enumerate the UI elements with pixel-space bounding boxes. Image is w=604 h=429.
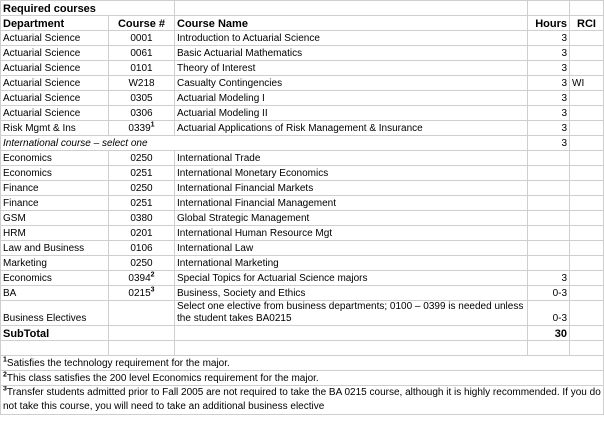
cell-course-name[interactable]: Casualty Contingencies	[175, 76, 528, 91]
cell-department[interactable]: GSM	[1, 211, 109, 226]
footnote-row	[1, 386, 604, 415]
cell-course-name[interactable]: Introduction to Actuarial Science	[175, 31, 528, 46]
footnote-1[interactable]	[1, 356, 604, 371]
cell-department[interactable]: BA	[1, 286, 109, 301]
footnote-text: This class satisfies the 200 level Economics requirement for the major.	[6, 373, 319, 384]
table-row	[1, 241, 604, 256]
cell-hours[interactable]: 3	[528, 31, 570, 46]
footnote-mark: 2	[3, 371, 7, 379]
cell-department[interactable]: Finance	[1, 181, 109, 196]
cell-course-name[interactable]: Global Strategic Management	[175, 211, 528, 226]
cell-hours[interactable]: 3	[528, 271, 570, 286]
cell-course-num[interactable]: 0250	[109, 181, 175, 196]
footnote-row	[1, 371, 604, 386]
cell-course-name[interactable]: Actuarial Applications of Risk Management & Insurance	[175, 121, 528, 136]
table-row	[1, 226, 604, 241]
table-row	[1, 181, 604, 196]
table-row	[1, 31, 604, 46]
header-course-num[interactable]: Course #	[109, 16, 175, 31]
header-row	[1, 16, 604, 31]
cell-course-num[interactable]	[109, 286, 175, 301]
table-row	[1, 61, 604, 76]
cell-department[interactable]: Actuarial Science	[1, 76, 109, 91]
cell-course-num[interactable]: 0201	[109, 226, 175, 241]
cell-course-num[interactable]: W218	[109, 76, 175, 91]
cell-hours[interactable]: 3	[528, 46, 570, 61]
cell-course-num[interactable]: 0251	[109, 196, 175, 211]
cell-course-name[interactable]: International Law	[175, 241, 528, 256]
cell-course-num[interactable]	[109, 271, 175, 286]
course-num-text: 0215	[128, 288, 151, 299]
footnote-text: Satisfies the technology requirement for the major.	[6, 358, 230, 369]
cell-rci[interactable]	[570, 46, 604, 61]
cell-course-num[interactable]: 0250	[109, 256, 175, 271]
cell-hours[interactable]: 3	[528, 76, 570, 91]
cell-hours[interactable]: 3	[528, 136, 570, 151]
table-row	[1, 166, 604, 181]
cell-hours[interactable]: 3	[528, 106, 570, 121]
table-row	[1, 196, 604, 211]
cell-course-num[interactable]: 0250	[109, 151, 175, 166]
subtotal-row	[1, 326, 604, 341]
footnote-mark: 1	[3, 356, 7, 364]
cell-course-name[interactable]: International Trade	[175, 151, 528, 166]
cell-course-name[interactable]: Select one elective from business departments; 0100 – 0399 is needed unless the student takes BA0215	[175, 301, 528, 326]
cell-hours[interactable]: 3	[528, 61, 570, 76]
footnote-3[interactable]	[1, 386, 604, 415]
cell-course-name[interactable]: Business, Society and Ethics	[175, 286, 528, 301]
footnote-text: Transfer students admitted prior to Fall 2005 are not required to take the BA 0215 course, although it is highly recommended. If you do not take this course, you will need to take an additional business elective	[3, 387, 601, 412]
cell-department[interactable]: Actuarial Science	[1, 106, 109, 121]
cell-hours[interactable]: 3	[528, 91, 570, 106]
cell-course-num[interactable]: 0306	[109, 106, 175, 121]
cell-course-num[interactable]: 0001	[109, 31, 175, 46]
cell-department[interactable]: Law and Business	[1, 241, 109, 256]
table-row	[1, 211, 604, 226]
cell-course-name[interactable]: Actuarial Modeling I	[175, 91, 528, 106]
table-row	[1, 301, 604, 326]
cell-rci[interactable]	[570, 106, 604, 121]
cell-course-num[interactable]: 0101	[109, 61, 175, 76]
footnote-row	[1, 356, 604, 371]
cell-course-num[interactable]: 0305	[109, 91, 175, 106]
footnote-mark: 3	[150, 286, 155, 294]
course-num-text: 0394	[128, 273, 151, 284]
cell-rci[interactable]	[570, 121, 604, 136]
header-rci[interactable]: RCI	[570, 16, 604, 31]
table-row	[1, 151, 604, 166]
cell-department[interactable]: Actuarial Science	[1, 46, 109, 61]
subtotal-hours[interactable]: 30	[528, 326, 570, 341]
cell-department[interactable]: Economics	[1, 151, 109, 166]
cell-rci[interactable]: WI	[570, 76, 604, 91]
table-row	[1, 286, 604, 301]
intl-label-row	[1, 136, 604, 151]
footnote-mark: 2	[150, 271, 155, 279]
cell-department[interactable]: Marketing	[1, 256, 109, 271]
sheet-title[interactable]: Required courses	[1, 1, 175, 16]
table-row	[1, 91, 604, 106]
cell-course-name[interactable]: Actuarial Modeling II	[175, 106, 528, 121]
blank-row	[1, 341, 604, 356]
header-department[interactable]: Department	[1, 16, 109, 31]
table-row	[1, 121, 604, 136]
cell-course-num[interactable]: 0251	[109, 166, 175, 181]
cell-department[interactable]: HRM	[1, 226, 109, 241]
cell-course-num[interactable]: 0106	[109, 241, 175, 256]
course-num-text: 0339	[128, 123, 151, 134]
cell-course-name[interactable]: Theory of Interest	[175, 61, 528, 76]
cell-course-name[interactable]: International Monetary Economics	[175, 166, 528, 181]
cell-course-num[interactable]: 0380	[109, 211, 175, 226]
cell-course-num[interactable]: 0061	[109, 46, 175, 61]
cell-rci[interactable]	[570, 61, 604, 76]
title-row	[1, 1, 604, 16]
cell-hours[interactable]: 0-3	[528, 301, 570, 326]
cell-course-name[interactable]: International Marketing	[175, 256, 528, 271]
cell-department[interactable]: Actuarial Science	[1, 61, 109, 76]
cell-department[interactable]: Business Electives	[1, 301, 109, 326]
header-course-name[interactable]: Course Name	[175, 16, 528, 31]
cell-course-name[interactable]: International Financial Markets	[175, 181, 528, 196]
cell-department[interactable]: Actuarial Science	[1, 31, 109, 46]
cell-course-name[interactable]: International Financial Management	[175, 196, 528, 211]
table-row	[1, 106, 604, 121]
cell-hours[interactable]: 3	[528, 121, 570, 136]
cell-rci[interactable]	[570, 31, 604, 46]
cell-department[interactable]: Finance	[1, 196, 109, 211]
footnote-mark: 1	[150, 121, 155, 129]
cell-course-name[interactable]: International Human Resource Mgt	[175, 226, 528, 241]
subtotal-label[interactable]: SubTotal	[1, 326, 109, 341]
cell-course-name[interactable]: Special Topics for Actuarial Science majors	[175, 271, 528, 286]
table-row	[1, 46, 604, 61]
cell-department[interactable]: Economics	[1, 271, 109, 286]
cell-course-name[interactable]: Basic Actuarial Mathematics	[175, 46, 528, 61]
table-row	[1, 271, 604, 286]
cell-department[interactable]: Risk Mgmt & Ins	[1, 121, 109, 136]
footnote-2[interactable]	[1, 371, 604, 386]
cell-hours[interactable]: 0-3	[528, 286, 570, 301]
footnote-mark: 3	[3, 385, 7, 393]
table-row	[1, 76, 604, 91]
table-row	[1, 256, 604, 271]
header-hours[interactable]: Hours	[528, 16, 570, 31]
cell-department[interactable]: Economics	[1, 166, 109, 181]
cell-rci[interactable]	[570, 91, 604, 106]
cell-department[interactable]: Actuarial Science	[1, 91, 109, 106]
intl-label[interactable]: International course – select one	[1, 136, 528, 151]
cell-course-num[interactable]	[109, 121, 175, 136]
